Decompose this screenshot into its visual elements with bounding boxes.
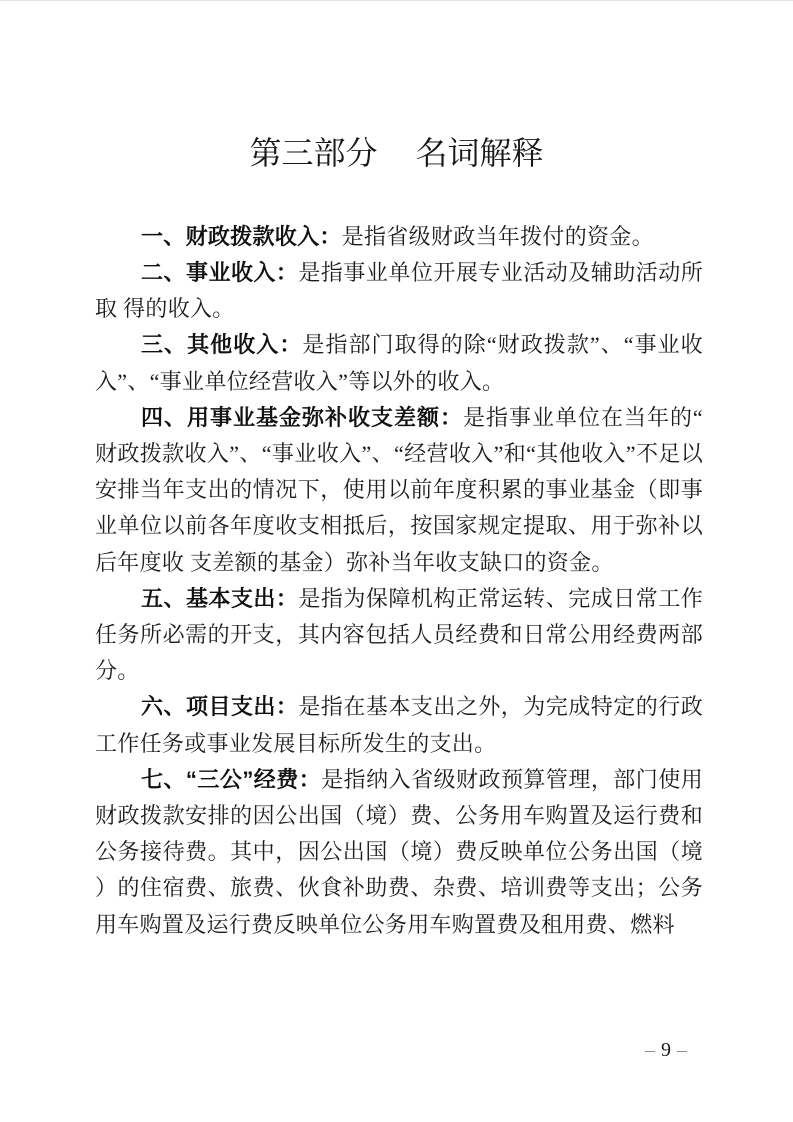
definition-text: 是指纳入省级财政预算管理，部门使用财政拨款安排的因公出国（境）费、公务用车购置及运行费和公务接待费。其中，因公出国（境）费反映单位公务出国（境）的住宿费、旅费、伙食补助费、杂费、培训费等支出；公务用车购置及运行费反映单位公务用车购置费及租用费、燃料 [95,766,703,937]
page-title-subject: 名词解释 [415,135,544,171]
definition-paragraph [95,762,703,943]
definition-paragraph [95,689,703,761]
definition-text: 是指事业单位开展专业活动及辅助活动所取 得的收入。 [95,260,703,322]
term-label: 五、基本支出： [141,585,299,611]
definition-text: 是指省级财政当年拨付的资金。 [341,223,654,249]
definition-paragraph [95,255,703,327]
definition-text: 是指事业单位在当年的“财政拨款收入”、“事业收入”、“经营收入”和“其他收入”不足以安排当年支出的情况下，使用以前年度积累的事业基金（即事业单位以前各年度收支相抵后，按国家规定提取、用于弥补以后年度收 支差额的基金）弥补当年收支缺口的资金。 [95,404,704,575]
term-label: 一、财政拨款收入： [141,223,342,249]
page-title [0,1,793,172]
definition-paragraph [95,219,703,255]
definition-paragraph [95,400,703,581]
term-label: 三、其他收入： [141,332,303,358]
page-number-dash-right: – [677,1039,688,1061]
term-label: 四、用事业基金弥补收支差额： [141,404,463,430]
term-label: 六、项目支出： [141,694,299,720]
glossary-body [0,219,703,943]
definition-text: 是指部门取得的除“财政拨款”、“事业收入”、“事业单位经营收入”等以外的收入。 [95,332,703,394]
definition-paragraph [95,581,703,690]
definition-paragraph [95,327,703,399]
page-title-section: 第三部分 [249,135,378,171]
page-number [640,1039,693,1062]
definition-text: 是指在基本支出之外，为完成特定的行政工作任务或事业发展目标所发生的支出。 [95,694,703,756]
term-label: 七、“三公”经费： [141,766,322,792]
definition-text: 是指为保障机构正常运转、完成日常工作任务所必需的开支，其内容包括人员经费和日常公用经费两部分。 [95,585,703,684]
term-label: 二、事业收入： [141,260,299,285]
page-number-dash-left: – [645,1039,656,1061]
page-number-value: 9 [661,1039,672,1061]
